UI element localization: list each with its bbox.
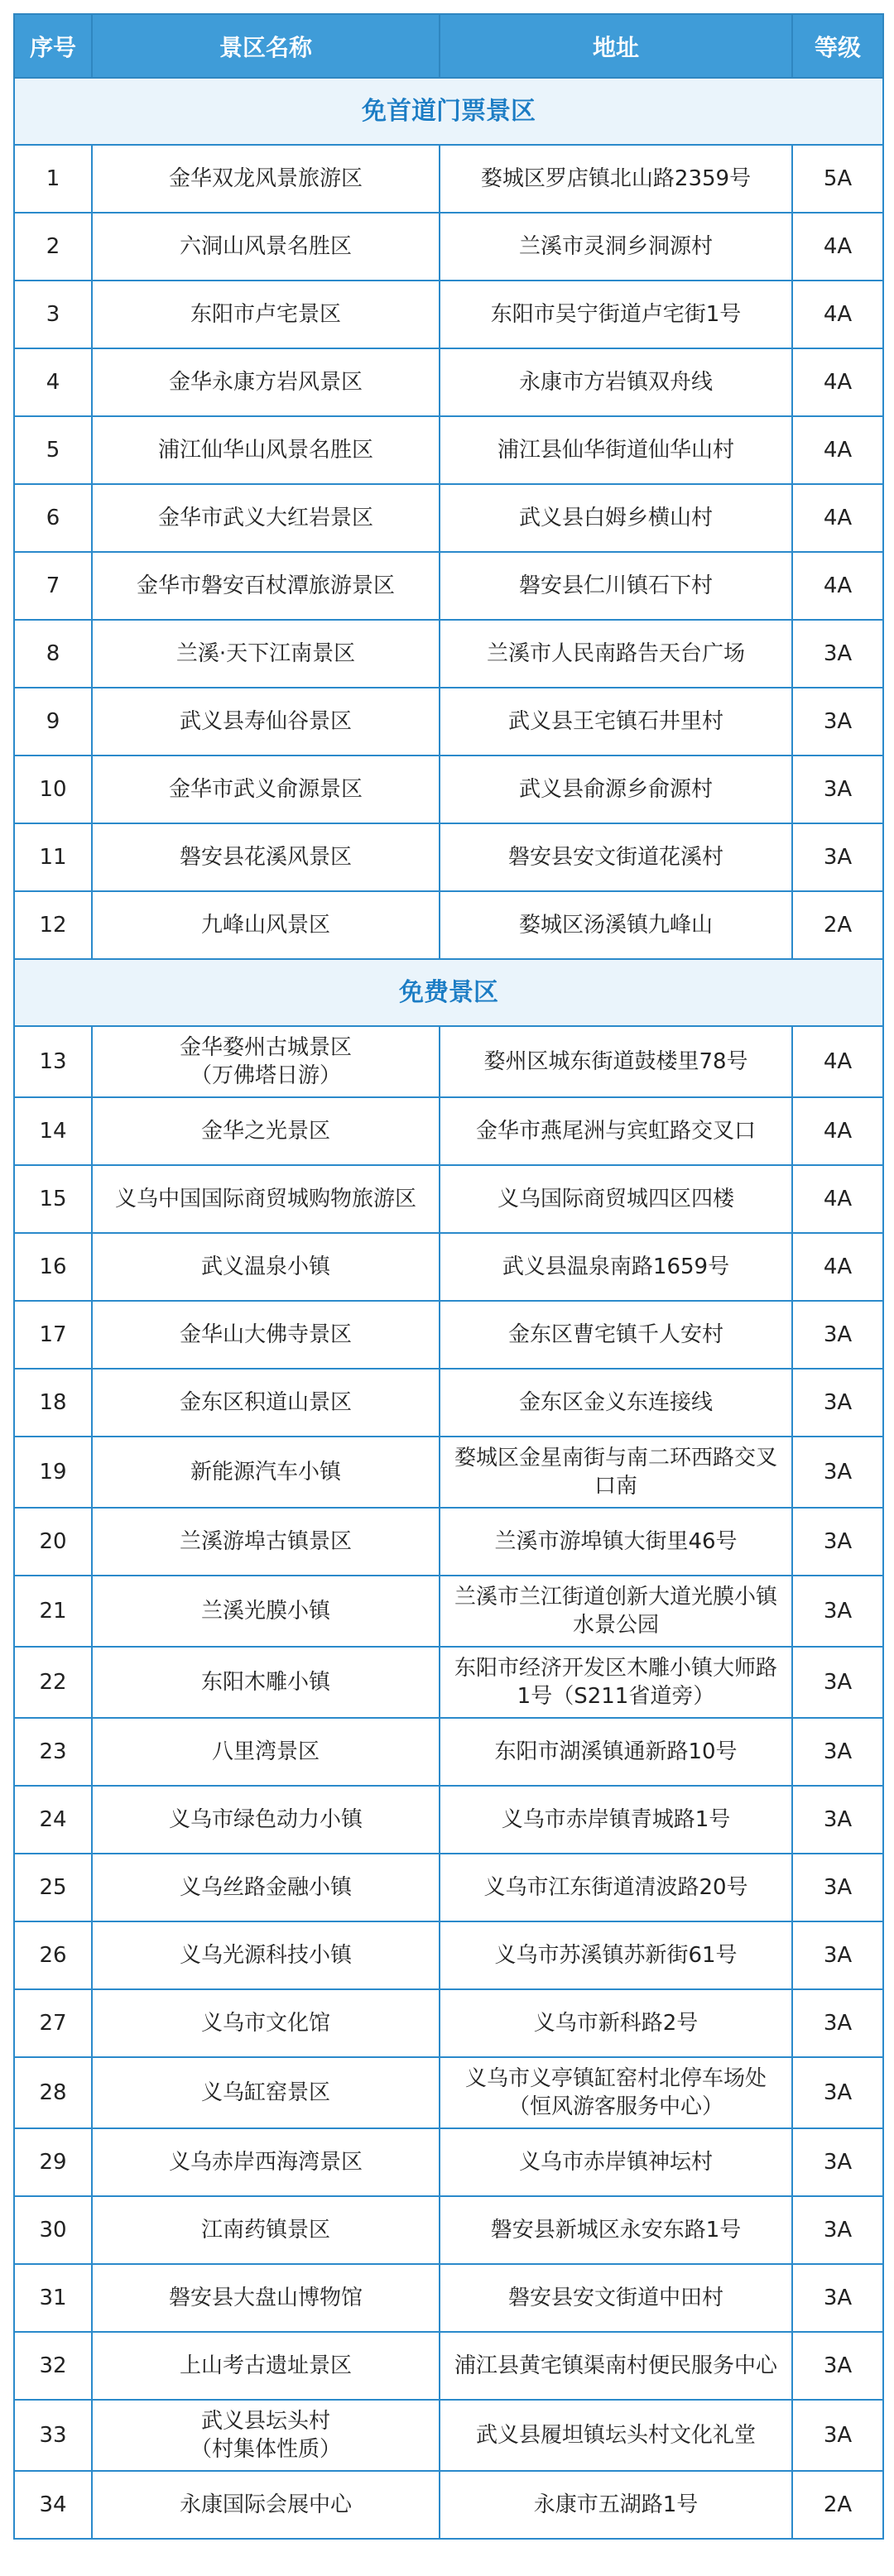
cell-name (92, 281, 440, 348)
cell-address (440, 688, 792, 756)
table-row (14, 1026, 883, 1097)
cell-number: 30 (14, 2196, 92, 2264)
cell-level: 3A (792, 2196, 883, 2264)
cell-level: 2A (792, 2471, 883, 2539)
cell-address (440, 1718, 792, 1786)
cell-name (92, 1165, 440, 1233)
cell-number: 29 (14, 2128, 92, 2196)
cell-address (440, 1301, 792, 1369)
cell-number: 33 (14, 2400, 92, 2471)
table-row (14, 1233, 883, 1301)
cell-address (440, 620, 792, 688)
cell-name (92, 1369, 440, 1437)
cell-address (440, 2196, 792, 2264)
name-line: 八里湾景区 (211, 1739, 320, 1764)
cell-name (92, 145, 440, 213)
cell-name (92, 2196, 440, 2264)
cell-number: 17 (14, 1301, 92, 1369)
table-row (14, 1576, 883, 1647)
table-row (14, 2264, 883, 2332)
cell-name (92, 2471, 440, 2539)
name-line: （万佛塔日游） (190, 1063, 341, 1088)
address-line: 金东区金义东连接线 (518, 1390, 713, 1415)
table-row (14, 1437, 883, 1508)
cell-level: 2A (792, 891, 883, 959)
cell-address (440, 1576, 792, 1647)
cell-level: 4A (792, 281, 883, 348)
table-row (14, 1097, 883, 1165)
cell-level: 3A (792, 2057, 883, 2128)
name-line: 金华婺州古城景区 (179, 1035, 352, 1060)
cell-level: 3A (792, 1647, 883, 1718)
cell-level: 4A (792, 552, 883, 620)
cell-level: 4A (792, 1165, 883, 1233)
cell-level: 3A (792, 1576, 883, 1647)
table-row (14, 1718, 883, 1786)
cell-level: 5A (792, 145, 883, 213)
cell-address (440, 1508, 792, 1576)
table-row (14, 2128, 883, 2196)
cell-number: 11 (14, 823, 92, 891)
cell-name (92, 756, 440, 823)
address-line: 婺城区金星南街与南二环西路交叉 (454, 1446, 777, 1470)
cell-address (440, 484, 792, 552)
address-line: 东阳市湖溪镇通新路10号 (494, 1739, 738, 1764)
cell-name (92, 552, 440, 620)
cell-name (92, 1301, 440, 1369)
header-address: 地址 (440, 14, 792, 78)
cell-address (440, 756, 792, 823)
name-line: 上山考古遗址景区 (179, 2353, 352, 2378)
cell-address (440, 213, 792, 281)
address-line: 东阳市经济开发区木雕小镇大师路 (454, 1656, 777, 1681)
table-row (14, 2196, 883, 2264)
cell-name (92, 1576, 440, 1647)
address-line: 永康市方岩镇双舟线 (518, 370, 713, 395)
cell-address (440, 1369, 792, 1437)
name-line: 东阳木雕小镇 (200, 1670, 330, 1695)
cell-level: 3A (792, 1508, 883, 1576)
cell-name (92, 1647, 440, 1718)
cell-address (440, 552, 792, 620)
table-row (14, 891, 883, 959)
cell-number: 28 (14, 2057, 92, 2128)
cell-level: 4A (792, 484, 883, 552)
table-row (14, 2057, 883, 2128)
address-line: 永康市五湖路1号 (533, 2492, 699, 2517)
table-row (14, 1301, 883, 1369)
cell-level: 3A (792, 688, 883, 756)
section-row (14, 959, 883, 1026)
cell-number: 18 (14, 1369, 92, 1437)
name-line: 金华之光景区 (200, 1119, 330, 1144)
table-row (14, 620, 883, 688)
table-row (14, 2471, 883, 2539)
table-row (14, 1989, 883, 2057)
table-row (14, 688, 883, 756)
address-line: 义乌市义亭镇缸窑村北停车场处 (464, 2066, 767, 2091)
cell-address (440, 2400, 792, 2471)
cell-address (440, 2471, 792, 2539)
section-title: 免费景区 (14, 959, 883, 1026)
address-line: 婺城区罗店镇北山路2359号 (480, 166, 752, 191)
cell-address (440, 1165, 792, 1233)
name-line: 金华永康方岩风景区 (168, 370, 363, 395)
table-row (14, 213, 883, 281)
cell-address (440, 145, 792, 213)
cell-number: 34 (14, 2471, 92, 2539)
cell-number: 13 (14, 1026, 92, 1097)
name-line: 六洞山风景名胜区 (179, 234, 352, 259)
name-line: 金东区积道山景区 (179, 1390, 352, 1415)
cell-name (92, 2400, 440, 2471)
cell-name (92, 1989, 440, 2057)
table-row (14, 281, 883, 348)
cell-level: 4A (792, 1097, 883, 1165)
name-line: 武义温泉小镇 (200, 1254, 330, 1279)
cell-number: 23 (14, 1718, 92, 1786)
cell-address (440, 2057, 792, 2128)
section-row (14, 78, 883, 145)
cell-level: 4A (792, 1026, 883, 1097)
cell-level: 3A (792, 2128, 883, 2196)
table-row (14, 823, 883, 891)
table-row (14, 1165, 883, 1233)
cell-level: 3A (792, 756, 883, 823)
address-line: 1号（S211省道旁） (517, 1684, 715, 1709)
address-line: 义乌市苏溪镇苏新街61号 (494, 1943, 738, 1968)
cell-number: 19 (14, 1437, 92, 1508)
cell-address (440, 823, 792, 891)
address-line: 东阳市吴宁街道卢宅街1号 (490, 302, 742, 327)
table-row (14, 348, 883, 416)
cell-address (440, 2264, 792, 2332)
cell-name (92, 2264, 440, 2332)
cell-level: 3A (792, 620, 883, 688)
cell-level: 4A (792, 1233, 883, 1301)
cell-number: 16 (14, 1233, 92, 1301)
cell-number: 7 (14, 552, 92, 620)
cell-address (440, 1026, 792, 1097)
address-line: 兰溪市灵洞乡洞源村 (518, 234, 713, 259)
name-line: 新能源汽车小镇 (190, 1460, 341, 1485)
cell-name (92, 1437, 440, 1508)
cell-number: 27 (14, 1989, 92, 2057)
address-line: 浦江县仙华街道仙华山村 (497, 438, 734, 463)
cell-name (92, 1921, 440, 1989)
cell-address (440, 2332, 792, 2400)
name-line: 东阳市卢宅景区 (190, 302, 341, 327)
table-row (14, 2332, 883, 2400)
cell-name (92, 1097, 440, 1165)
table-row (14, 552, 883, 620)
cell-name (92, 2332, 440, 2400)
cell-level: 3A (792, 1369, 883, 1437)
table-row (14, 756, 883, 823)
address-line: 金华市燕尾洲与宾虹路交叉口 (475, 1119, 756, 1144)
cell-address (440, 1854, 792, 1921)
table-row (14, 1921, 883, 1989)
name-line: 义乌市绿色动力小镇 (168, 1807, 363, 1832)
cell-number: 21 (14, 1576, 92, 1647)
address-line: 义乌市赤岸镇神坛村 (518, 2150, 713, 2175)
cell-number: 31 (14, 2264, 92, 2332)
name-line: 金华山大佛寺景区 (179, 1322, 352, 1347)
cell-level: 3A (792, 1301, 883, 1369)
cell-level: 4A (792, 348, 883, 416)
address-line: 武义县温泉南路1659号 (502, 1254, 730, 1279)
cell-name (92, 2057, 440, 2128)
cell-name (92, 2128, 440, 2196)
address-line: 口南 (594, 1474, 637, 1499)
cell-number: 8 (14, 620, 92, 688)
table-row (14, 484, 883, 552)
name-line: 兰溪·天下江南景区 (175, 641, 356, 666)
cell-level: 4A (792, 213, 883, 281)
cell-number: 1 (14, 145, 92, 213)
table-row (14, 1508, 883, 1576)
cell-number: 22 (14, 1647, 92, 1718)
header-name: 景区名称 (92, 14, 440, 78)
cell-address (440, 891, 792, 959)
cell-number: 2 (14, 213, 92, 281)
address-line: 武义县履坦镇坛头村文化礼堂 (475, 2423, 756, 2448)
name-line: 兰溪光膜小镇 (200, 1599, 330, 1624)
cell-name (92, 1233, 440, 1301)
cell-level: 3A (792, 2332, 883, 2400)
cell-address (440, 1233, 792, 1301)
cell-level: 3A (792, 2264, 883, 2332)
table-row (14, 145, 883, 213)
address-line: 婺城区汤溪镇九峰山 (518, 913, 713, 938)
address-line: （恒风游客服务中心） (507, 2094, 723, 2119)
cell-number: 5 (14, 416, 92, 484)
name-line: 义乌缸窑景区 (200, 2080, 330, 2105)
name-line: 义乌光源科技小镇 (179, 1943, 352, 1968)
cell-address (440, 1437, 792, 1508)
cell-number: 14 (14, 1097, 92, 1165)
cell-name (92, 620, 440, 688)
name-line: 磐安县大盘山博物馆 (168, 2286, 363, 2310)
cell-level: 4A (792, 416, 883, 484)
name-line: 金华双龙风景旅游区 (168, 166, 363, 191)
cell-name (92, 891, 440, 959)
cell-address (440, 348, 792, 416)
cell-level: 3A (792, 1786, 883, 1854)
table-header (14, 14, 883, 78)
cell-number: 20 (14, 1508, 92, 1576)
cell-number: 15 (14, 1165, 92, 1233)
name-line: （村集体性质） (190, 2437, 341, 2462)
cell-number: 6 (14, 484, 92, 552)
cell-address (440, 1989, 792, 2057)
name-line: 浦江仙华山风景名胜区 (157, 438, 373, 463)
address-line: 磐安县安文街道花溪村 (507, 845, 723, 870)
address-line: 金东区曹宅镇千人安村 (507, 1322, 723, 1347)
name-line: 江南药镇景区 (200, 2218, 330, 2243)
address-line: 武义县俞源乡俞源村 (518, 777, 713, 802)
cell-name (92, 484, 440, 552)
cell-name (92, 348, 440, 416)
cell-address (440, 1921, 792, 1989)
cell-name (92, 688, 440, 756)
name-line: 金华市磐安百杖潭旅游景区 (136, 573, 395, 598)
table-row (14, 1369, 883, 1437)
address-line: 磐安县新城区永安东路1号 (490, 2218, 742, 2243)
name-line: 武义县寿仙谷景区 (179, 709, 352, 734)
name-line: 武义县坛头村 (200, 2409, 330, 2434)
cell-address (440, 1647, 792, 1718)
name-line: 磐安县花溪风景区 (179, 845, 352, 870)
table-row (14, 1786, 883, 1854)
cell-address (440, 1097, 792, 1165)
name-line: 义乌中国国际商贸城购物旅游区 (114, 1187, 416, 1211)
address-line: 义乌市赤岸镇青城路1号 (501, 1807, 731, 1832)
cell-level: 3A (792, 1989, 883, 2057)
table-row (14, 2400, 883, 2471)
address-line: 浦江县黄宅镇渠南村便民服务中心 (454, 2353, 777, 2378)
cell-level: 3A (792, 1854, 883, 1921)
address-line: 兰溪市游埠镇大街里46号 (494, 1529, 738, 1554)
cell-number: 9 (14, 688, 92, 756)
cell-address (440, 2128, 792, 2196)
cell-number: 12 (14, 891, 92, 959)
cell-address (440, 416, 792, 484)
header-number: 序号 (14, 14, 92, 78)
cell-name (92, 213, 440, 281)
header-level: 等级 (792, 14, 883, 78)
address-line: 兰溪市兰江街道创新大道光膜小镇 (454, 1585, 777, 1609)
table-row (14, 1647, 883, 1718)
cell-name (92, 1508, 440, 1576)
name-line: 永康国际会展中心 (179, 2492, 352, 2517)
name-line: 九峰山风景区 (200, 913, 330, 938)
name-line: 金华市武义俞源景区 (168, 777, 363, 802)
cell-name (92, 1718, 440, 1786)
cell-number: 32 (14, 2332, 92, 2400)
name-line: 兰溪游埠古镇景区 (179, 1529, 352, 1554)
address-line: 义乌市新科路2号 (533, 2011, 699, 2036)
table-row (14, 416, 883, 484)
address-line: 磐安县仁川镇石下村 (518, 573, 713, 598)
address-line: 义乌国际商贸城四区四楼 (497, 1187, 734, 1211)
table-body (14, 78, 883, 2539)
name-line: 金华市武义大红岩景区 (157, 506, 373, 530)
cell-name (92, 1786, 440, 1854)
name-line: 义乌市文化馆 (200, 2011, 330, 2036)
cell-address (440, 1786, 792, 1854)
address-line: 磐安县安文街道中田村 (507, 2286, 723, 2310)
cell-number: 25 (14, 1854, 92, 1921)
address-line: 水景公园 (572, 1613, 659, 1638)
address-line: 兰溪市人民南路告天台广场 (486, 641, 745, 666)
cell-name (92, 1026, 440, 1097)
cell-number: 3 (14, 281, 92, 348)
cell-name (92, 823, 440, 891)
address-line: 婺州区城东街道鼓楼里78号 (483, 1049, 748, 1074)
cell-level: 3A (792, 1718, 883, 1786)
address-line: 武义县王宅镇石井里村 (507, 709, 723, 734)
cell-level: 3A (792, 2400, 883, 2471)
cell-number: 26 (14, 1921, 92, 1989)
cell-level: 3A (792, 1921, 883, 1989)
cell-name (92, 416, 440, 484)
cell-level: 3A (792, 1437, 883, 1508)
address-line: 武义县白姆乡横山村 (518, 506, 713, 530)
cell-number: 10 (14, 756, 92, 823)
cell-number: 24 (14, 1786, 92, 1854)
cell-number: 4 (14, 348, 92, 416)
cell-address (440, 281, 792, 348)
scenic-spots-table (13, 13, 884, 2540)
name-line: 义乌赤岸西海湾景区 (168, 2150, 363, 2175)
cell-level: 3A (792, 823, 883, 891)
address-line: 义乌市江东街道清波路20号 (483, 1875, 748, 1900)
section-title: 免首道门票景区 (14, 78, 883, 145)
table-row (14, 1854, 883, 1921)
cell-name (92, 1854, 440, 1921)
name-line: 义乌丝路金融小镇 (179, 1875, 352, 1900)
